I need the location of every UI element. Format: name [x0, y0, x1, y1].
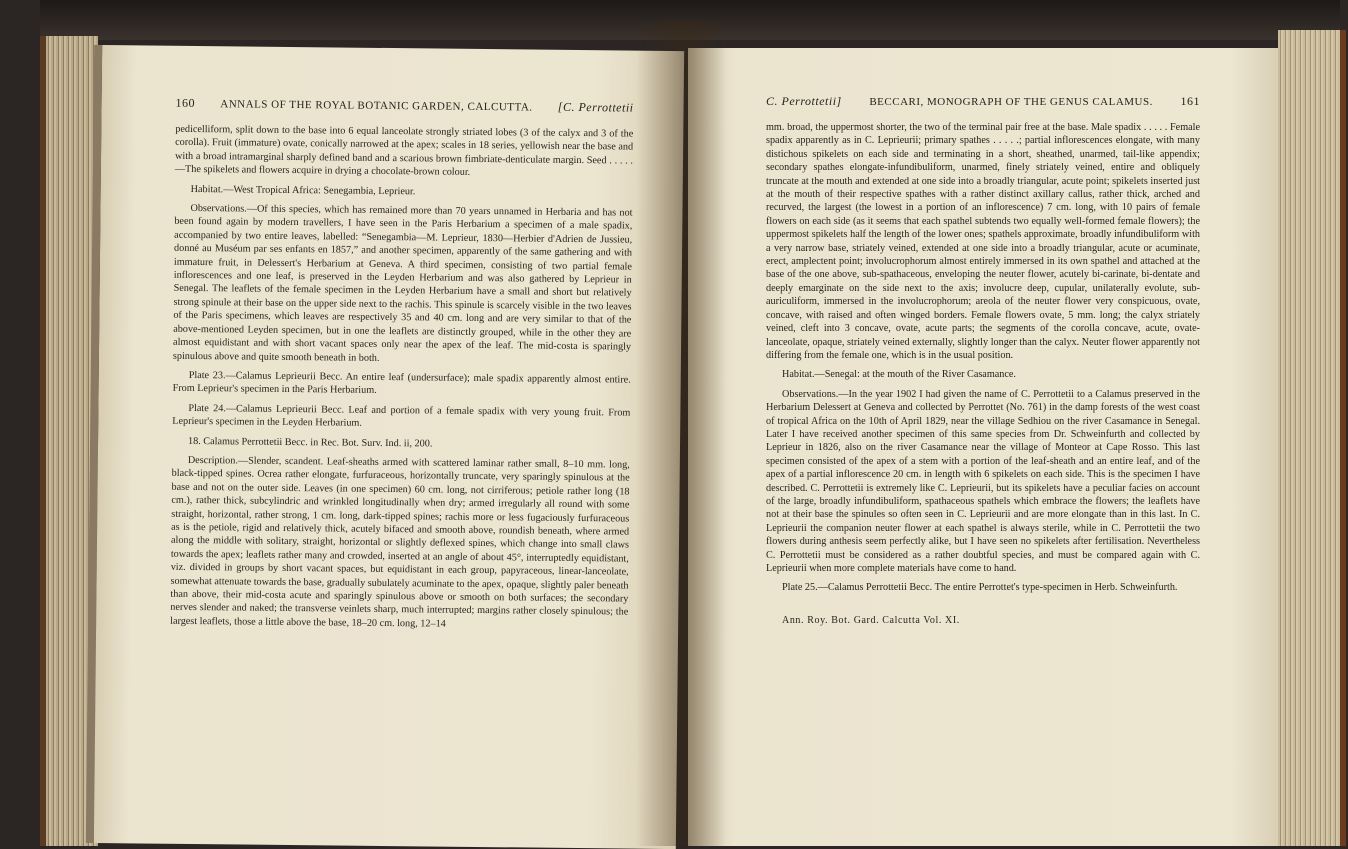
species-heading: 18. Calamus Perrottetii Becc. in Rec. Bot. Surv. Ind. ii, 200. [187, 435, 433, 450]
paragraph: Description.—Slender, scandent. Leaf-sheaths armed with scattered laminar rather small, 8–10 mm. long, black-tipped spines. Ocrea rather elongate, furfuraceous, horizontally truncate, very sparingly spinulous at the base and not on the outer side. Leaves (in one specimen) 60 cm. long, not cirriferous; petiole rather long (18 cm.), rather thick, subcylindric and wrinkled longitudinally when dry; armed irregularly all round with some straight, horizontal, rather strong, 1 cm. long, dark-tipped spines; rachis more or less fugaciously furfuraceous as is the petiole, rigid and relatively thick, acutely bifaced and smooth above, roundish beneath, where armed along the middle with solitary, straight, horizontal or slightly deflexed spines, which change into small claws towards the apex; leaflets rather many and crowded, inserted at an angle of about 45°, interruptedly equidistant, viz. divided in groups by short vacant spaces, but equidistant in each group, papyraceous, linear-lanceolate, somewhat attenuate towards the base, gradually subulately acuminate to the apex, opaque, slightly paler beneath than above, their mid-costa acute and sparingly spinulous above or smooth on both surfaces; the secondary nerves slender and naked; the transverse veinlets sharp, much interrupted; margins rather closely spinulous; the largest leaflets, those a little above the base, 18–20 cm. long, 12–14 [170, 454, 630, 630]
right-page [688, 48, 1278, 846]
book-cover [40, 0, 1340, 40]
right-page-edges [1278, 30, 1346, 846]
right-page-header [766, 94, 1200, 109]
paragraph: Habitat.—Senegal: at the mouth of the River Casamance. [782, 369, 1016, 381]
paragraph: Observations.—In the year 1902 I had given the name of C. Perrottetii to a Calamus preserved in the Herbarium Delessert at Geneva and collected by Perrottet (No. 761) in the damp forests of the west coast of tropical Africa on the 10th of April 1829, near the village Sedhiou on the river Casamance in Senegal. Later I have received another specimen of this same species from Dr. Schweinfurth and collected by Leprieur in 1826, also on the river Casamance near the village of Monteor at Cape Rosso. This last specimen consisted of the apex of a stem with a portion of the leaf-sheath and an entire leaf, and of the apex of a partial inflorescence 20 cm. in length with 6 spikelets on each side. This is the specimen I have described. C. Perrottetii is extremely like C. Leprieurii, but its spikelets have a peculiar facies on account of the large, broadly infundibuliform, spathaceous spathels which embrace the flowers; the leaflets have not at their base the spinules so often seen in C. Leprieurii and are more elongate than in this last. In C. Leprieurii the companion neuter flower at each spathel is always sterile, while in C. Perrottetii the two flowers during anthesis seem perfectly alike, but I have seen no spikelets after fertilisation. Nevertheless C. Perrottetii must be considered as a rather doubtful species, and must be compared again with C. Leprieurii when more complete materials have come to hand. [766, 388, 1200, 574]
paragraph: Plate 23.—Calamus Leprieurii Becc. An entire leaf (undersurface); male spadix apparently almost entire. From Leprieur's specimen in the Paris Herbarium. [172, 369, 631, 397]
right-page-number: 161 [1180, 94, 1200, 108]
left-page-number: 160 [175, 95, 196, 110]
paragraph: Plate 25.—Calamus Perrottetii Becc. The entire Perrottet's type-specimen in Herb. Schweinfurth. [782, 582, 1178, 594]
left-page-header [176, 96, 634, 116]
left-header-title: ANNALS OF THE ROYAL BOTANIC GARDEN, CALCUTTA. [220, 98, 533, 114]
right-header-title: BECCARI, MONOGRAPH OF THE GENUS CALAMUS. [869, 96, 1153, 108]
right-running-head: C. Perrottetii] [766, 94, 842, 108]
paragraph: mm. broad, the uppermost shorter, the two of the terminal pair free at the base. Male spadix . . . . . Female spadix apparently as in C. Leprieurii; primary spathes . . . . .; partial inflorescences elongate, with many distichous spikelets on each side and terminating in a short, sheathed, unarmed, tail-like appendix; secondary spathes elongate-infundibuliform, unarmed, finely striately veined, entire and obliquely truncate at the mouth and extended at one side into a broadly triangular, acute point; spikelets inserted just at the mouth of their respective spathes with a rather distinct axillary callus, rather thick, arched and recurved, the largest (the lowest in a portion of an inflorescence) 7 cm. long, with 10 pairs of female flowers on each side (as it seems that each spathel subtends two equally well-formed female flowers); the uppermost spikelets half the length of the lower ones; spathels approximate, broadly infundibuliform with a very narrow base, striately veined, extended at one side into a broadly triangular, acute or acuminate, erect, amplectent point; involucrophorum almost entirely immersed in its own spathel and attached at the base of the one above, sub-spathaceous, enveloping the neuter flower, acutely bi-carinate, bi-dentate and deeply emarginate on the side next to the axis; involucre deep, cupular, unilaterally evolute, sub-auriculiform, immersed in the involucrophorum; areola of the neuter flower very conspicuous, ovate, concave, with raised and often winged borders. Female flowers ovate, 5 mm. long; the calyx striately veined, cleft into 3 concave, ovate, acute parts; the segments of the corolla concave, acute, ovate-lanceolate, opaque, striately veined externally, slightly longer than the calyx. Neuter flower apparently not differing from the female one, which is in the usual position. [766, 122, 1200, 361]
paragraph: Observations.—Of this species, which has remained more than 70 years unnamed in Herbaria and has not been found again by modern travellers, I have seen in the Paris Herbarium a specimen of a male spadix, accompanied by two entire leaves, labelled: “Senegambia—M. Leprieur, 1830—Herbier d'Adrien de Jussieu, donné au Muséum par ses enfants en 1857,” and another specimen, apparently of the same gathering and with immature fruit, in Delessert's Herbarium at Geneva. A third specimen, consisting of two partial female inflorescences and one leaf, is preserved in the Leyden Herbarium and was also gathered by Leprieur in Senegal. The leaflets of the female specimen in the Leyden Herbarium have a small and short but relatively strong spinule at their base on the upper side next to the rachis. This spinule is scarcely visible in the two leaves of the Paris specimens, which leaves are respectively 35 and 40 cm. long and are very similar to that of the above-mentioned Leyden specimen, but in one the leaflets are distinctly grouped, while in the other they are almost equidistant and with short vacant spaces only near the apex of the leaf. The mid-costa is sparingly spinulous above and quite smooth beneath in both. [172, 202, 633, 364]
left-running-head: [C. Perrottetii [557, 99, 634, 115]
paragraph: Habitat.—West Tropical Africa: Senegambia, Leprieur. [190, 183, 416, 197]
paragraph: Plate 24.—Calamus Leprieurii Becc. Leaf and portion of a female spadix with very young fruit. From Leprieur's specimen in the Leyden Herbarium. [172, 402, 631, 429]
paragraph: pedicelliform, split down to the base into 6 equal lanceolate strongly striated lobes (3 of the calyx and 3 of the corolla). Fruit (immature) ovate, conically narrowed at the apex; scales in 18 series, yellowish near the base and with a broad intramarginal sharply defined band and a scarious brown fimbriate-denticulate margin. Seed . . . . . —The spikelets and flowers acquire in drying a chocolate-brown colour. [174, 123, 634, 179]
left-page [86, 45, 684, 849]
page-footer: Ann. Roy. Bot. Gard. Calcutta Vol. XI. [782, 614, 960, 626]
